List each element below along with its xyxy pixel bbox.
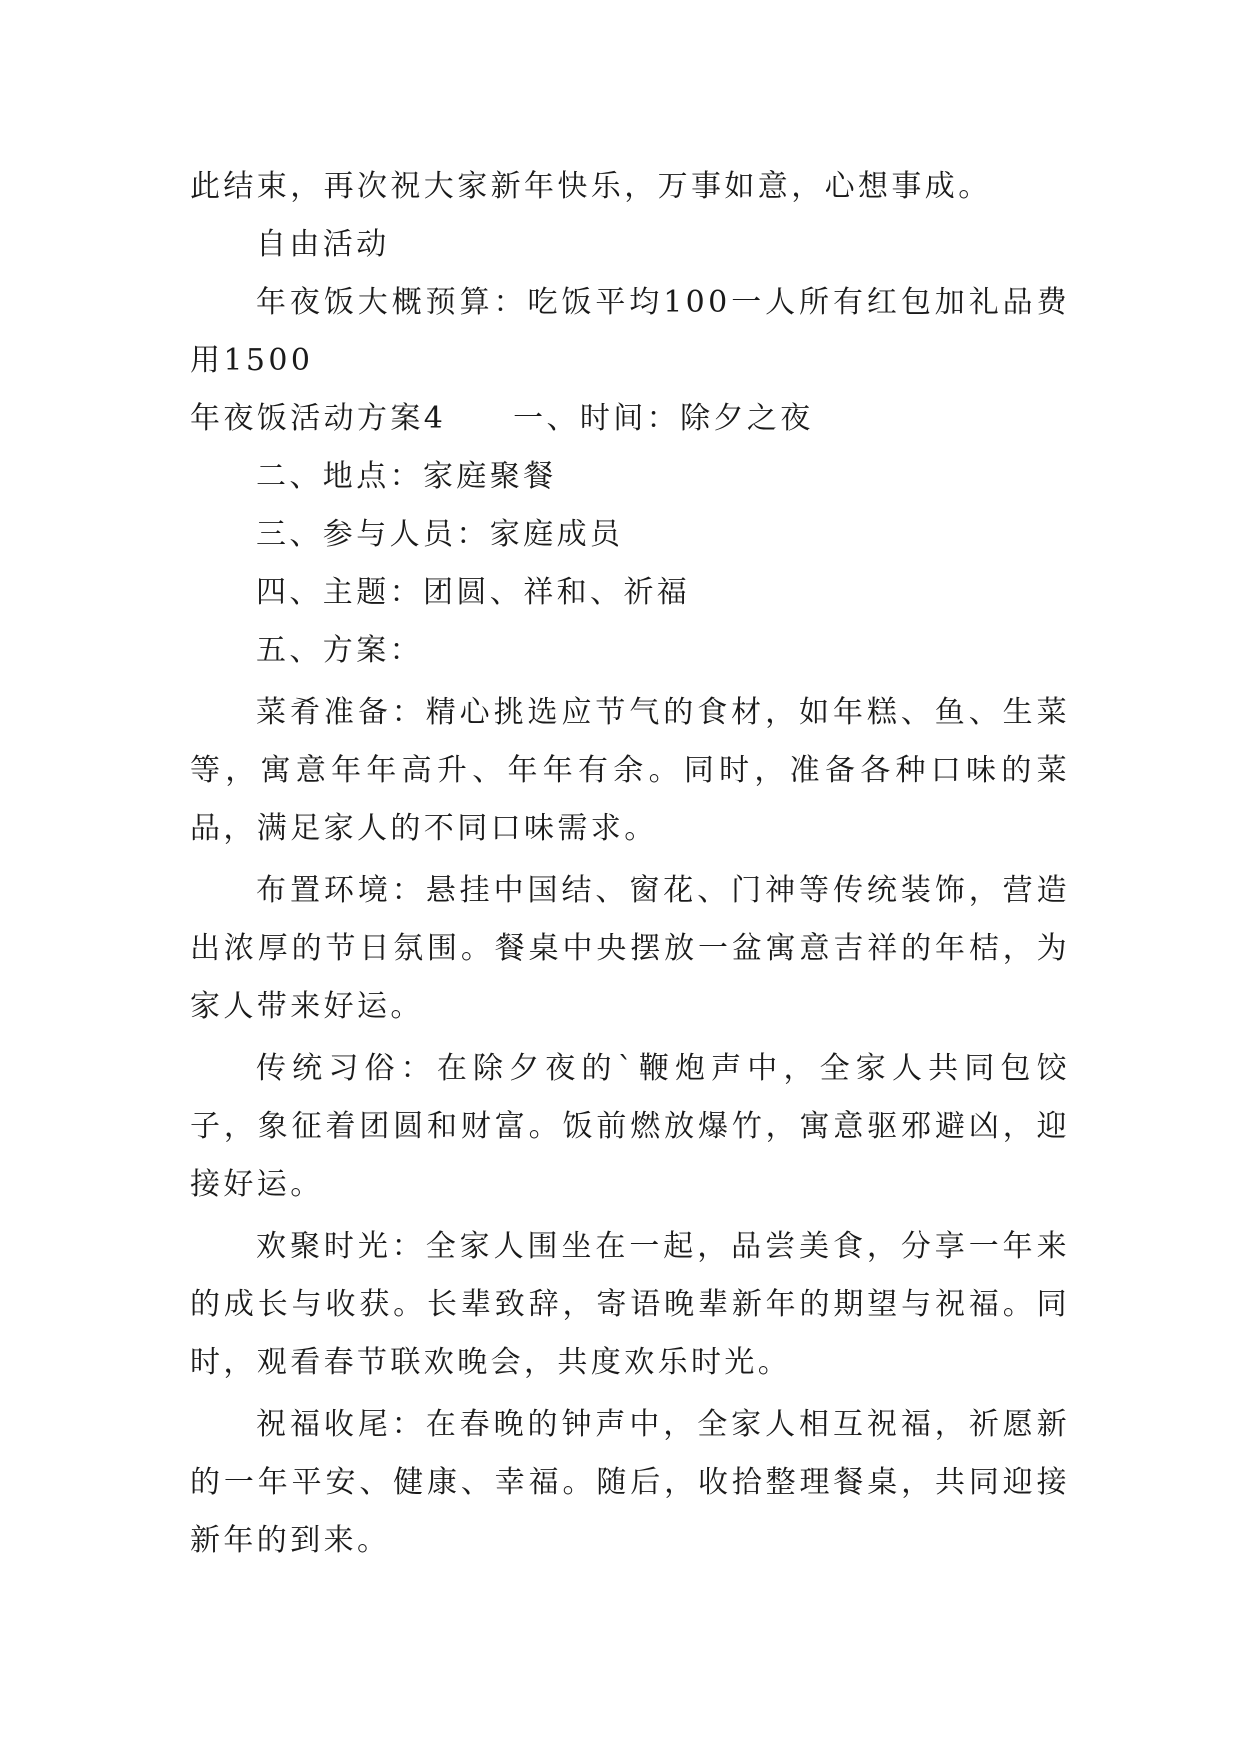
- paragraph-gathering: 欢聚时光：全家人围坐在一起，品尝美食，分享一年来的成长与收获。长辈致辞，寄语晚辈新年的期望与祝福。同时，观看春节联欢晚会，共度欢乐时光。: [190, 1229, 1070, 1380]
- paragraph-plan-title-time: 年夜饭活动方案4 一、时间：除夕之夜: [190, 401, 814, 436]
- paragraph-closing: 此结束，再次祝大家新年快乐，万事如意，心想事成。: [190, 169, 992, 204]
- paragraph-free-activity: 自由活动: [256, 227, 390, 262]
- document-body: [190, 158, 1070, 1570]
- paragraph-decoration: 布置环境：悬挂中国结、窗花、门神等传统装饰，营造出浓厚的节日氛围。餐桌中央摆放一盆寓意吉祥的年桔，为家人带来好运。: [190, 873, 1070, 1024]
- paragraph-location: 二、地点：家庭聚餐: [256, 459, 557, 494]
- paragraph-dishes: 菜肴准备：精心挑选应节气的食材，如年糕、鱼、生菜等，寓意年年高升、年年有余。同时，准备各种口味的菜品，满足家人的不同口味需求。: [190, 695, 1070, 846]
- paragraph-plan-heading: 五、方案：: [256, 633, 423, 668]
- paragraph-budget: 年夜饭大概预算：吃饭平均100一人所有红包加礼品费用1500: [190, 285, 1070, 378]
- paragraph-participants: 三、参与人员：家庭成员: [256, 517, 624, 552]
- paragraph-traditions: 传统习俗：在除夕夜的`鞭炮声中，全家人共同包饺子，象征着团圆和财富。饭前燃放爆竹，寓意驱邪避凶，迎接好运。: [190, 1051, 1070, 1202]
- paragraph-blessing: 祝福收尾：在春晚的钟声中，全家人相互祝福，祈愿新的一年平安、健康、幸福。随后，收拾整理餐桌，共同迎接新年的到来。: [190, 1407, 1070, 1558]
- paragraph-theme: 四、主题：团圆、祥和、祈福: [256, 575, 691, 610]
